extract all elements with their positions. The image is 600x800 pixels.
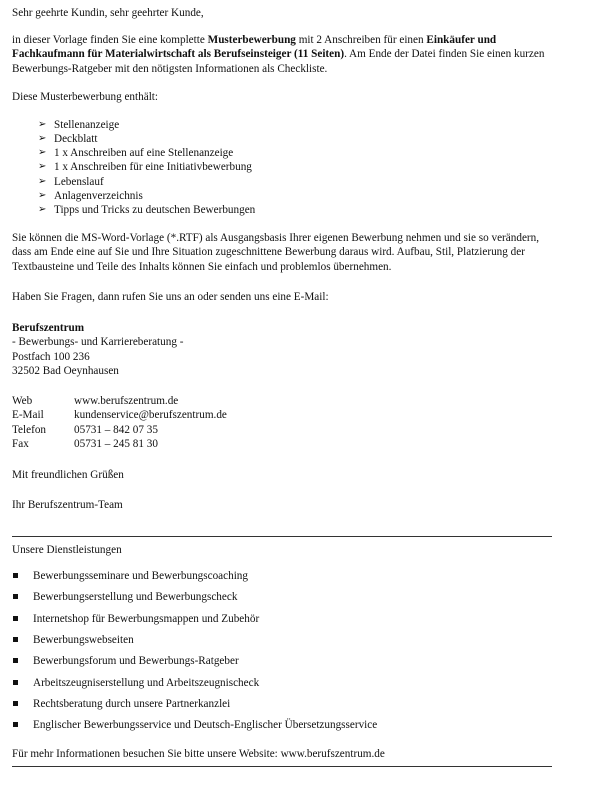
service-item	[12, 612, 557, 633]
divider	[12, 766, 552, 767]
contents-item-label: Lebenslauf	[54, 175, 104, 188]
service-item	[12, 569, 557, 590]
company-name: Berufszentrum	[12, 321, 85, 334]
intro-paragraph	[12, 33, 557, 77]
arrow-bullet-icon: ➢	[38, 189, 47, 201]
services-heading: Unsere Dienstleistungen	[12, 543, 122, 556]
contact-table	[12, 394, 557, 452]
service-item-label: Rechtsberatung durch unsere Partnerkanzlei	[33, 697, 231, 710]
contents-item-label: 1 x Anschreiben für eine Initiativbewerbung	[54, 161, 252, 174]
contact-label: Telefon	[12, 423, 47, 436]
contents-item-label: Deckblatt	[54, 132, 98, 145]
square-bullet-icon	[13, 658, 18, 663]
service-item-label: Bewerbungserstellung und Bewerbungscheck	[33, 591, 238, 604]
services-list	[12, 569, 557, 739]
contact-label: E-Mail	[12, 409, 44, 422]
contents-heading: Diese Musterbewerbung enthält:	[12, 91, 159, 103]
contact-label: Fax	[12, 438, 29, 451]
service-item	[12, 633, 557, 654]
greeting: Sehr geehrte Kundin, sehr geehrter Kunde,	[12, 7, 204, 19]
contents-list	[12, 118, 557, 218]
contents-item	[38, 118, 557, 132]
contact-row-fax	[12, 437, 557, 452]
arrow-bullet-icon: ➢	[38, 204, 47, 216]
question-paragraph: Haben Sie Fragen, dann rufen Sie uns an oder senden uns eine E-Mail:	[12, 291, 329, 304]
postbox: Postfach 100 236	[12, 350, 90, 363]
arrow-bullet-icon: ➢	[38, 147, 47, 159]
square-bullet-icon	[13, 616, 18, 621]
phone-value: 05731 – 842 07 35	[74, 423, 158, 436]
arrow-bullet-icon: ➢	[38, 175, 47, 187]
contents-item	[38, 175, 557, 189]
service-item	[12, 697, 557, 718]
service-item	[12, 718, 557, 739]
address-block	[12, 321, 557, 379]
signature-team: Ihr Berufszentrum-Team	[12, 499, 123, 512]
contents-item-label: Anlagenverzeichnis	[54, 189, 143, 202]
arrow-bullet-icon: ➢	[38, 161, 47, 173]
contents-item-label: Stellenanzeige	[54, 118, 120, 131]
service-item-label: Bewerbungswebseiten	[33, 633, 134, 646]
contents-item-label: 1 x Anschreiben auf eine Stellenanzeige	[54, 147, 234, 160]
contents-item	[38, 189, 557, 203]
contents-item-label: Tipps und Tricks zu deutschen Bewerbungen	[54, 204, 256, 217]
more-info-text: Für mehr Informationen besuchen Sie bitte unsere Website: www.berufszentrum.de	[12, 748, 385, 761]
service-item	[12, 590, 557, 611]
square-bullet-icon	[13, 680, 18, 685]
contents-item	[38, 132, 557, 146]
intro-bold-2: Einkäufer und Fachkaufmann für Materialwirtschaft als Berufseinsteiger (11 Seiten)	[12, 33, 497, 60]
contact-label: Web	[12, 394, 33, 407]
contact-row-email	[12, 408, 557, 423]
service-item-label: Internetshop für Bewerbungsmappen und Zubehör	[33, 612, 260, 625]
website-link[interactable]: www.berufszentrum.de	[74, 394, 179, 407]
intro-text-3: . Am Ende der Datei finden Sie einen kurzen Bewerbungs-Ratgeber mit den nötigsten Informationen als Checkliste.	[12, 48, 545, 75]
city: 32502 Bad Oeynhausen	[12, 365, 119, 378]
service-item-label: Arbeitszeugniserstellung und Arbeitszeugnischeck	[33, 676, 260, 689]
arrow-bullet-icon: ➢	[38, 132, 47, 144]
intro-text-1: in dieser Vorlage finden Sie eine komplette	[12, 33, 208, 46]
closing-regards: Mit freundlichen Grüßen	[12, 468, 124, 481]
fax-value: 05731 – 245 81 30	[74, 438, 158, 451]
service-item	[12, 676, 557, 697]
email-link[interactable]: kundenservice@berufszentrum.de	[74, 409, 227, 422]
intro-text-2: mit 2 Anschreiben für einen	[295, 33, 427, 46]
square-bullet-icon	[13, 722, 18, 727]
service-item-label: Bewerbungsseminare und Bewerbungscoaching	[33, 570, 248, 583]
intro-bold-1: Musterbewerbung	[207, 33, 296, 46]
square-bullet-icon	[13, 637, 18, 642]
document-page	[12, 6, 557, 767]
usage-paragraph: Sie können die MS-Word-Vorlage (*.RTF) als Ausgangsbasis Ihrer eigenen Bewerbung nehmen und sie so verändern, dass am Ende eine auf Sie und Ihre Situation zugeschnittene Bewerbung daraus wird. Aufbau, Stil, Platzierung der Textbausteine und Teile des Inhalts können Sie einfach und problemlos übernehmen.	[12, 231, 540, 273]
arrow-bullet-icon: ➢	[38, 118, 47, 130]
square-bullet-icon	[13, 594, 18, 599]
square-bullet-icon	[13, 573, 18, 578]
service-item	[12, 654, 557, 675]
company-subtitle: - Bewerbungs- und Karriereberatung -	[12, 336, 184, 349]
square-bullet-icon	[13, 701, 18, 706]
contents-item	[38, 146, 557, 160]
contents-item	[38, 160, 557, 174]
service-item-label: Englischer Bewerbungsservice und Deutsch-Englischer Übersetzungsservice	[33, 719, 378, 732]
divider	[12, 536, 552, 537]
service-item-label: Bewerbungsforum und Bewerbungs-Ratgeber	[33, 655, 239, 668]
contact-row-phone	[12, 423, 557, 438]
contents-item	[38, 203, 557, 217]
contact-row-web	[12, 394, 557, 409]
